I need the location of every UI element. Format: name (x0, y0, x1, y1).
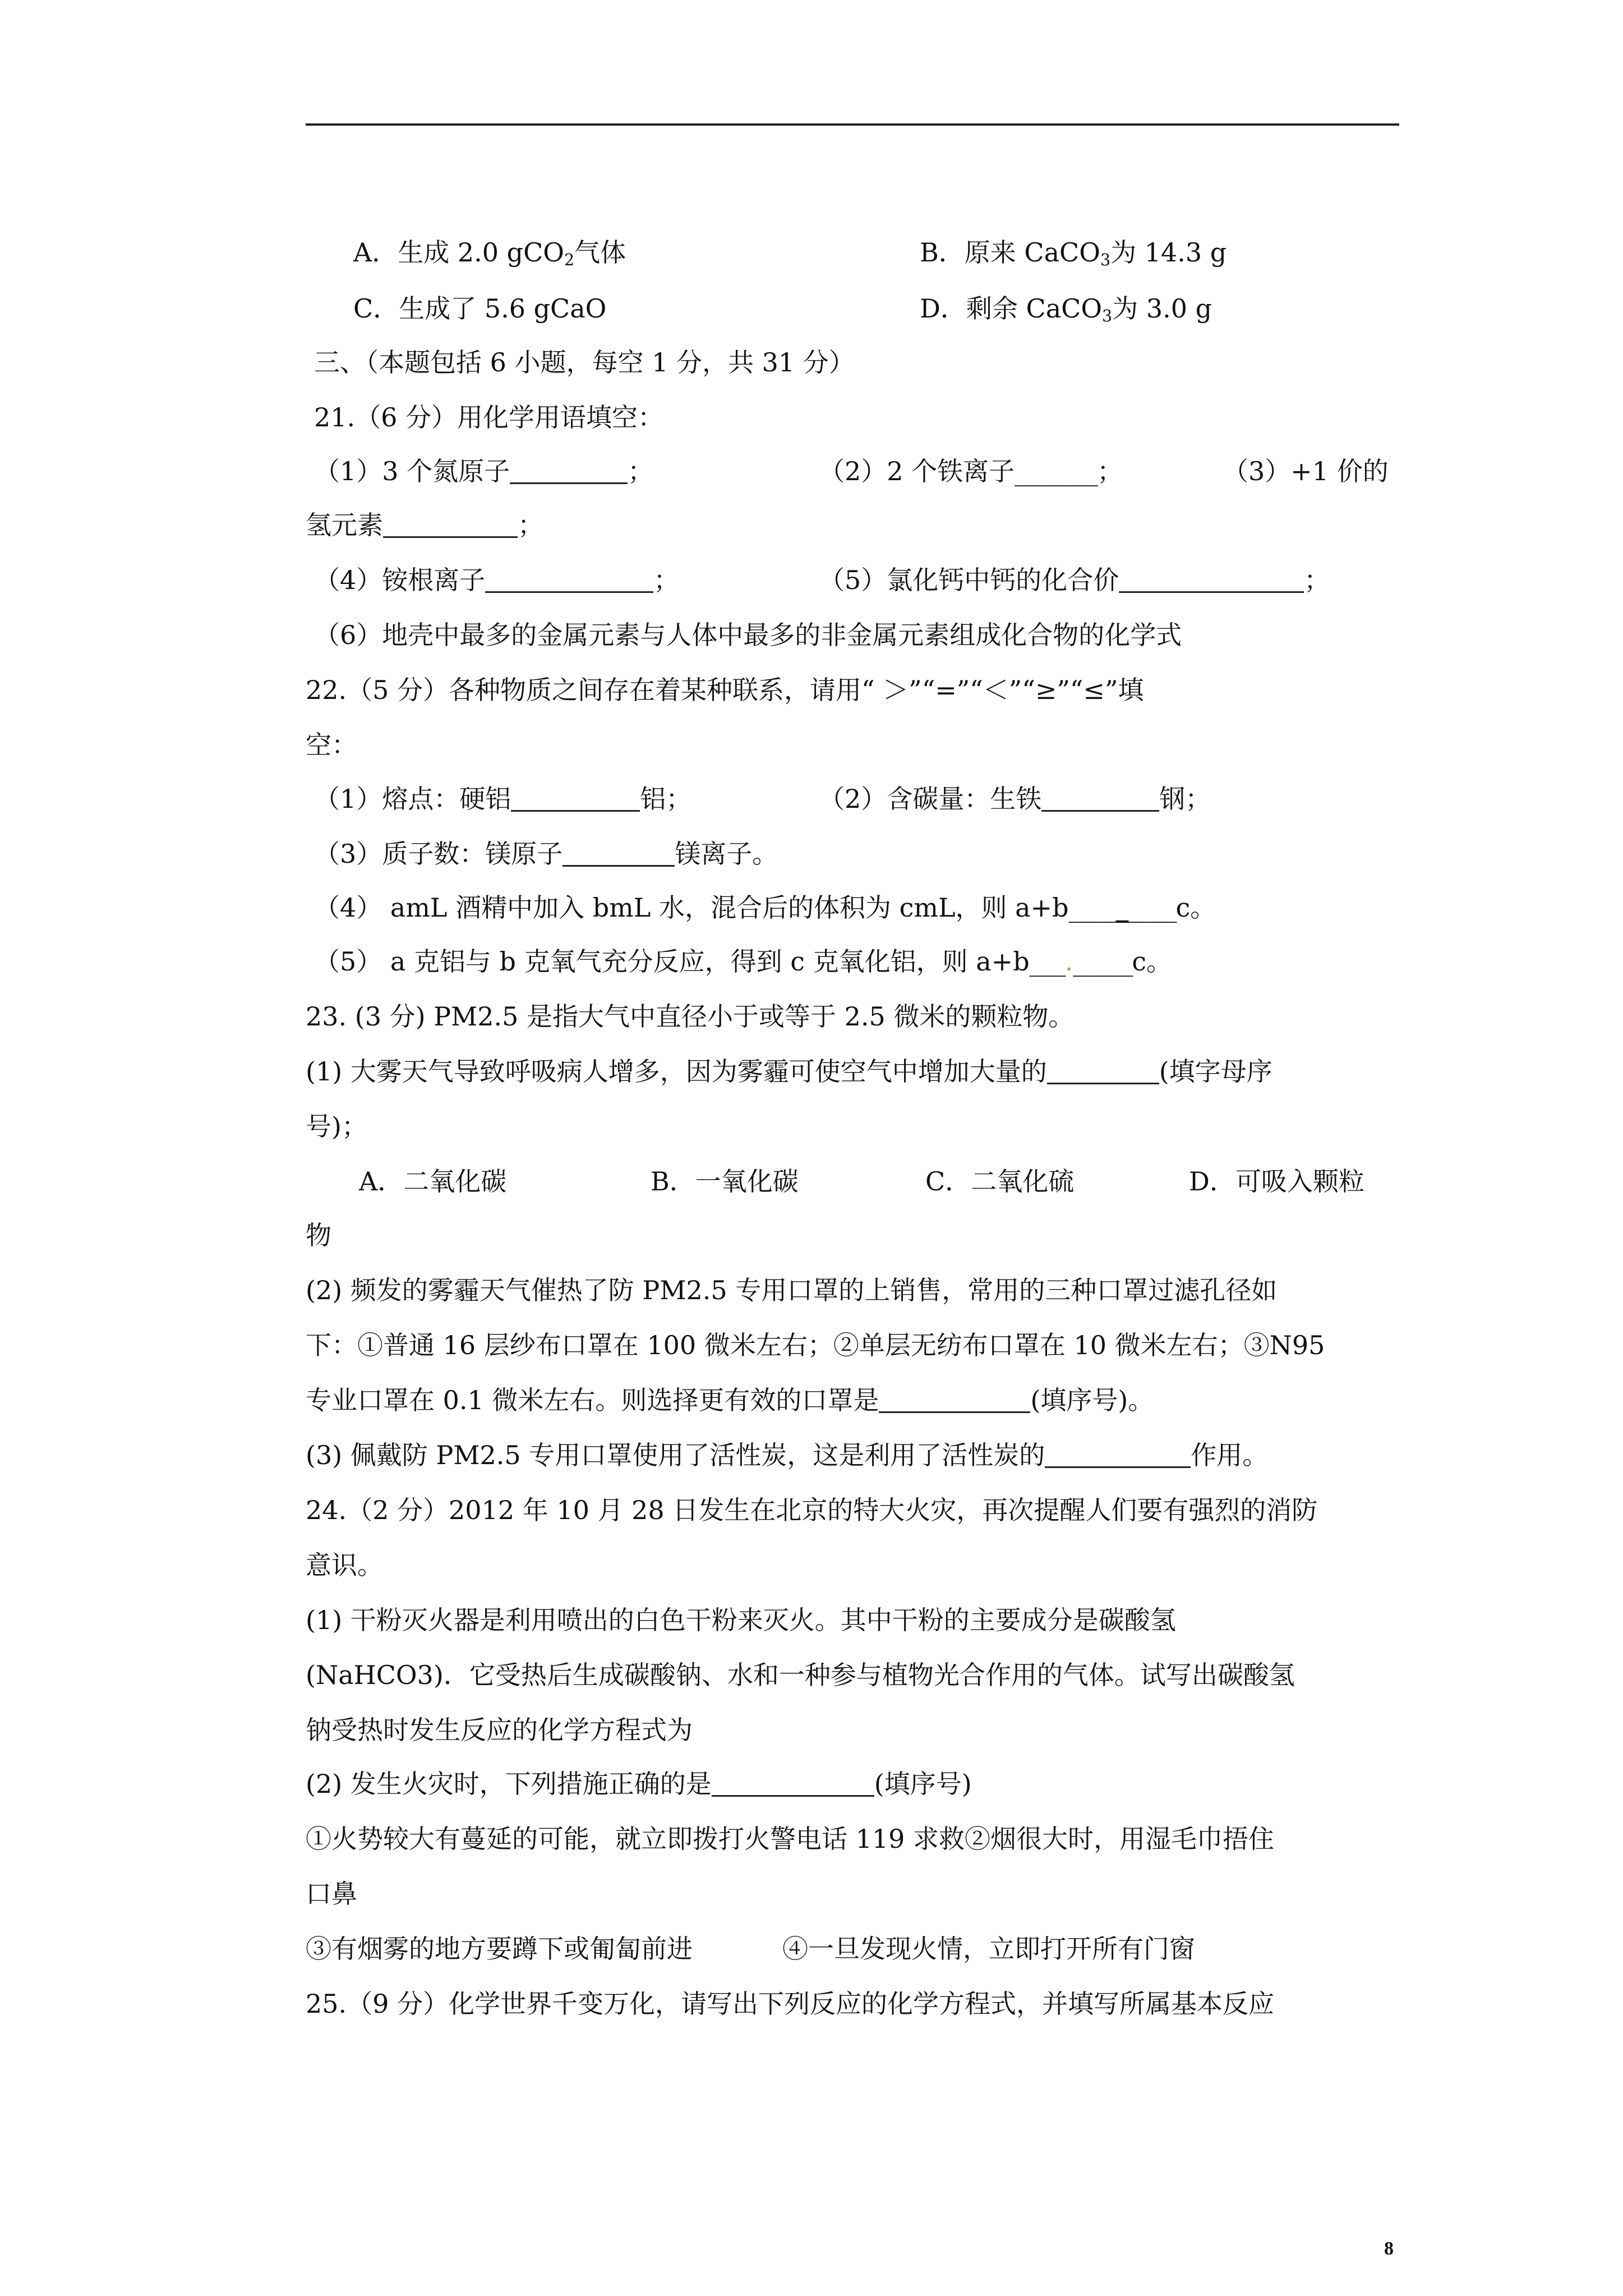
q20-option-a: A．生成 2.0 gCO$_2$气体 (353, 237, 626, 270)
q20-option-b: B．原来 CaCO$_3$为 14.3 g (920, 237, 1227, 270)
answer-blank (485, 565, 653, 593)
header-rule (306, 123, 1399, 126)
q23-option-d: D．可吸入颗粒 (1189, 1166, 1364, 1197)
section-3-title: 三、（本题包括 6 小题，每空 1 分，共 31 分） (314, 347, 855, 378)
q22-stem: 22.（5 分）各种物质之间存在着某种联系，请用“ ＞”“=”“＜”“≥”“≤”填 (306, 675, 1144, 705)
q22-part-2: （2）含碳量：生铁 钢； (819, 784, 1211, 814)
q24-measures-1-2: ①火势较大有蔓延的可能，就立即拨打火警电话 119 求救②烟很大时，用湿毛巾捂住 (306, 1824, 1275, 1854)
q24-part-1-line-2: (NaHCO3)．它受热后生成碳酸钠、水和一种参与植物光合作用的气体。试写出碳酸氢 (306, 1660, 1295, 1690)
answer-blank (879, 1386, 1030, 1413)
q24-stem-cont: 意识。 (306, 1550, 383, 1580)
page-number: 8 (1384, 2238, 1394, 2259)
q23-part-2-line-2: 下：①普通 16 层纱布口罩在 100 微米左右；②单层无纺布口罩在 10 微米左右；③N95 (306, 1330, 1325, 1360)
q23-option-a: A．二氧化碳 (359, 1166, 507, 1197)
q21-part-2: （2）2 个铁离子_______； (819, 456, 1123, 486)
q23-part-1: (1) 大雾天气导致呼吸病人增多，因为雾霾可使空气中增加大量的 (填字母序 (306, 1056, 1272, 1087)
q23-stem: 23. (3 分) PM2.5 是指大气中直径小于或等于 2.5 微米的颗粒物。 (306, 1001, 1075, 1032)
answer-blank (1047, 1057, 1159, 1084)
q21-part-6: （6）地壳中最多的金属元素与人体中最多的非金属元素组成化合物的化学式 (314, 620, 1182, 650)
q24-measures-3-4 (306, 1921, 1394, 1977)
answer-blank (712, 1769, 874, 1797)
q22-part-4: （4） amL 酒精中加入 bmL 水，混合后的体积为 cmL，则 a+b_________c。 (314, 892, 1216, 923)
answer-blank (511, 784, 640, 812)
q22-row-1 (314, 771, 1402, 827)
q23-part-3: (3) 佩戴防 PM2.5 专用口罩使用了活性炭，这是利用了活性炭的 作用。 (306, 1440, 1269, 1470)
answer-blank (562, 839, 675, 867)
q23-option-d-cont: 物 (306, 1220, 331, 1250)
q20-option-c: C．生成了 5.6 gCaO (353, 293, 607, 324)
q21-row-1 (314, 443, 1402, 499)
q23-part-2-line-3: 专业口罩在 0.1 微米左右。则选择更有效的口罩是 (填序号)。 (306, 1385, 1154, 1415)
q23-part-1-cont: 号)； (306, 1111, 367, 1142)
answer-blank (1041, 784, 1159, 812)
answer-blank (510, 457, 628, 484)
q23-option-b: B．一氧化碳 (651, 1166, 799, 1197)
q21-part-3: （3）+1 价的 (1223, 456, 1389, 486)
q20-option-d: D．剩余 CaCO$_3$为 3.0 g (920, 293, 1212, 326)
q22-part-1: （1）熔点：硬铝 铝； (314, 784, 692, 814)
q24-measure-3: ③有烟雾的地方要蹲下或匍匐前进 (306, 1934, 693, 1964)
q24-stem: 24.（2 分）2012 年 10 月 28 日发生在北京的特大火灾，再次提醒人们要有强烈的消防 (306, 1495, 1318, 1525)
answer-blank (383, 510, 518, 538)
q20-options-row-2 (314, 280, 1402, 337)
answer-blank (1119, 565, 1304, 593)
q21-part-1: （1）3 个氮原子 ； (314, 456, 654, 486)
q21-row-2: 氢元素 ； (306, 510, 543, 540)
q23-options (314, 1153, 1402, 1209)
q24-part-1-line-1: (1) 干粉灭火器是利用喷出的白色干粉来灭火。其中干粉的主要成分是碳酸氢 (306, 1605, 1176, 1635)
q23-option-c: C．二氧化硫 (925, 1166, 1075, 1197)
q22-stem-cont: 空： (306, 730, 357, 760)
q24-part-1-line-3: 钠受热时发生反应的化学方程式为 (306, 1715, 693, 1745)
q24-measures-2-cont: 口鼻 (306, 1879, 357, 1909)
q24-measure-4: ④一旦发现火情，立即打开所有门窗 (782, 1934, 1195, 1964)
q21-part-5: （5）氯化钙中钙的化合价 ； (819, 565, 1330, 595)
answer-blank (1045, 1441, 1191, 1468)
q20-options-row-1 (314, 224, 1402, 280)
q24-part-2: (2) 发生火灾时，下列措施正确的是 (填序号) (306, 1769, 972, 1799)
q22-part-3: （3）质子数：镁原子 镁离子。 (314, 839, 778, 869)
q21-stem: 21.（6 分）用化学用语填空： (314, 402, 664, 432)
q22-part-5: （5） a 克铝与 b 克氧气充分反应，得到 c 克氧化铝，则 a+b___._____c。 (314, 946, 1173, 977)
q21-part-4: （4）铵根离子 ； (314, 565, 680, 595)
q25-stem: 25.（9 分）化学世界千变万化，请写出下列反应的化学方程式，并填写所属基本反应 (306, 1989, 1275, 2019)
q23-part-2-line-1: (2) 频发的雾霾天气催热了防 PM2.5 专用口罩的上销售，常用的三种口罩过滤孔径如 (306, 1275, 1278, 1305)
q21-row-3 (314, 552, 1402, 608)
